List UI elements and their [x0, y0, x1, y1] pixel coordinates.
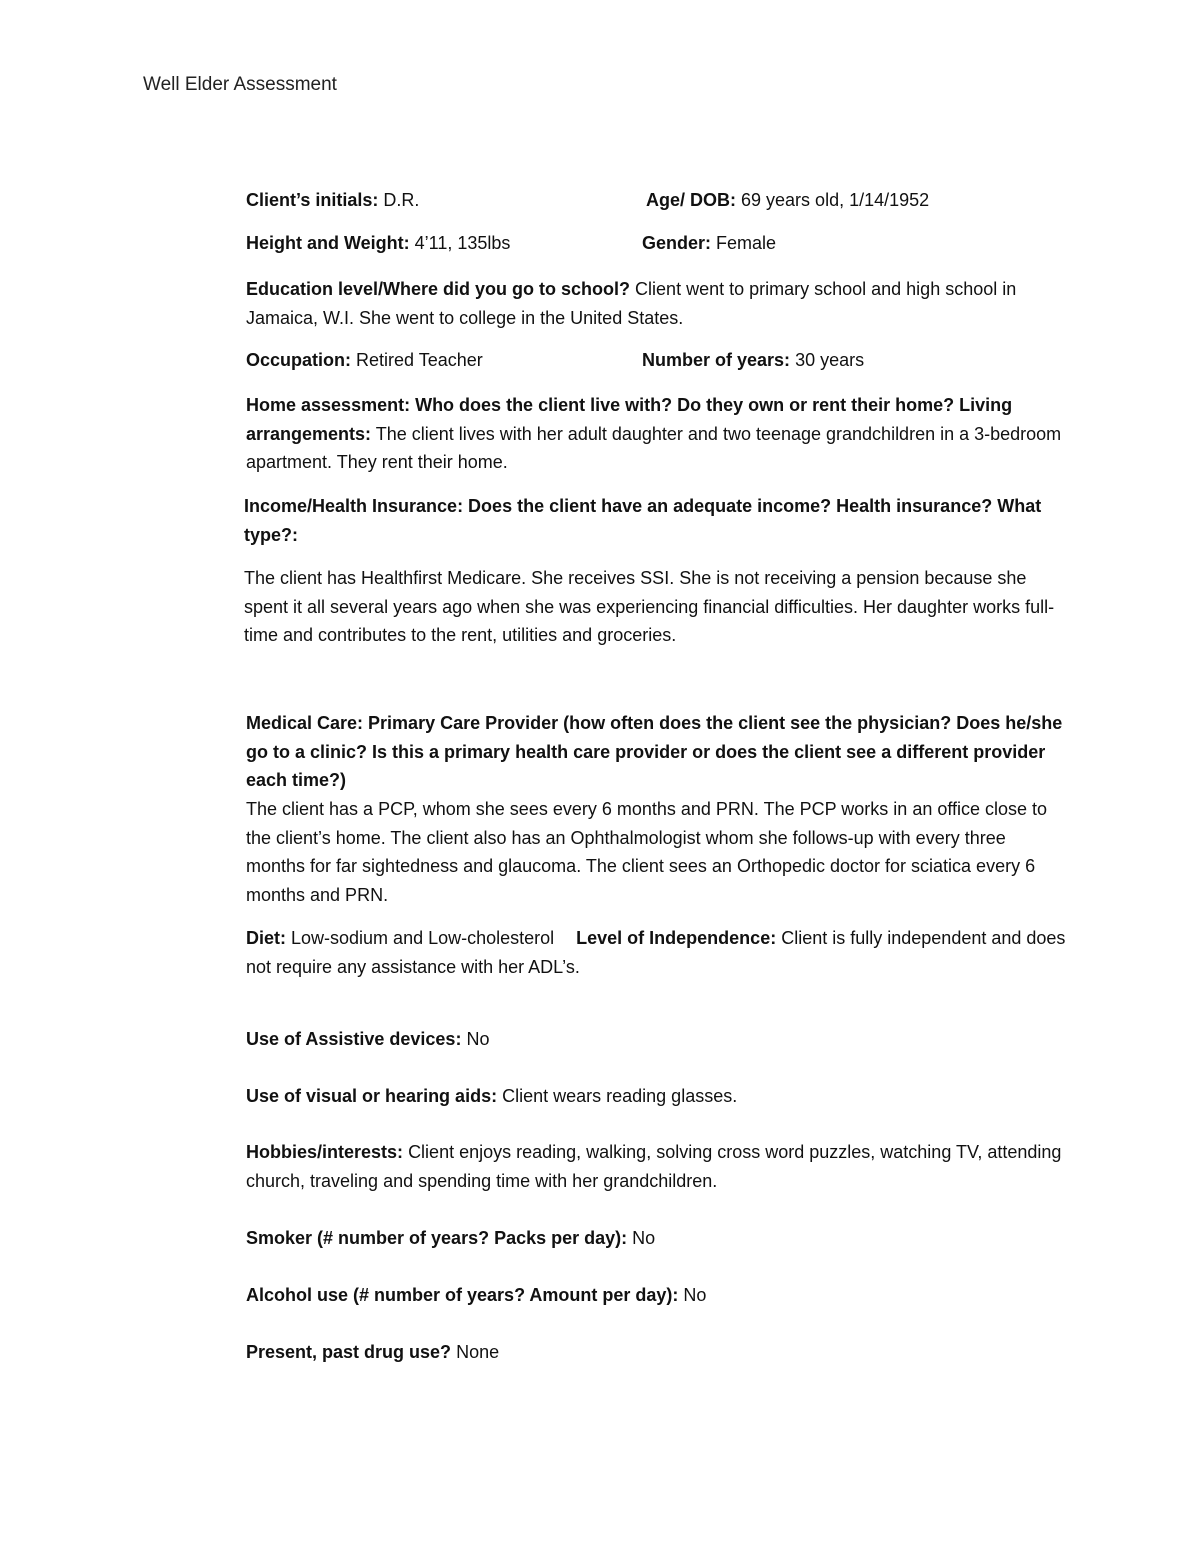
- home-assessment-field: [246, 391, 1066, 477]
- alcohol-field: [246, 1281, 1066, 1310]
- years-field: [642, 346, 1062, 375]
- home-assessment-label: Home assessment: Who does the client live with? Do they own or rent their home? Living arrangements:: [246, 395, 1013, 444]
- age-value: 69 years old, 1/14/1952: [741, 190, 930, 210]
- assistive-devices-field: [246, 1025, 1066, 1054]
- initials-field: [246, 190, 419, 210]
- education-value: Client went to primary school and high school in Jamaica, W.I. She went to college in the United States.: [246, 279, 1017, 328]
- occupation-value: Retired Teacher: [356, 350, 483, 370]
- diet-value: Low-sodium and Low-cholesterol: [291, 928, 555, 948]
- gender-value: Female: [716, 233, 777, 253]
- height-weight-label: Height and Weight:: [246, 233, 410, 253]
- income-label-block: [244, 492, 1064, 549]
- diet-independence-field: [246, 924, 1066, 981]
- drug-use-field: [246, 1338, 1066, 1367]
- hobbies-field: [246, 1138, 1066, 1195]
- education-label: Education level/Where did you go to school?: [246, 279, 631, 299]
- document-header: Well Elder Assessment: [143, 74, 337, 95]
- age-label: Age/ DOB:: [646, 190, 736, 210]
- smoker-value: No: [632, 1228, 656, 1248]
- assistive-value: No: [466, 1029, 490, 1049]
- income-label: Income/Health Insurance: Does the client have an adequate income? Health insurance? What type?:: [244, 496, 1042, 545]
- age-field: [646, 186, 1066, 215]
- independence-value: Client is fully independent and does not require any assistance with her ADL’s.: [246, 928, 1066, 977]
- assistive-label: Use of Assistive devices:: [246, 1029, 462, 1049]
- initials-value: D.R.: [383, 190, 420, 210]
- visual-label: Use of visual or hearing aids:: [246, 1086, 498, 1106]
- visual-aids-field: [246, 1082, 1066, 1111]
- smoker-label: Smoker (# number of years? Packs per day):: [246, 1228, 628, 1248]
- occupation-label: Occupation:: [246, 350, 352, 370]
- hobbies-label: Hobbies/interests:: [246, 1142, 404, 1162]
- medical-field: [246, 795, 1066, 909]
- income-value: The client has Healthfirst Medicare. She receives SSI. She is not receiving a pension because she spent it all several years ago when she was experiencing financial difficulties. Her daughter works full-time and contributes to the rent, utilities and groceries.: [244, 568, 1055, 645]
- diet-label: Diet:: [246, 928, 286, 948]
- independence-label: Level of Independence:: [576, 928, 777, 948]
- drug-label: Present, past drug use?: [246, 1342, 452, 1362]
- gender-label: Gender:: [642, 233, 712, 253]
- hobbies-value: Client enjoys reading, walking, solving cross word puzzles, watching TV, attending church, traveling and spending time with her grandchildren.: [246, 1142, 1062, 1191]
- height-weight-value: 4’11, 135lbs: [414, 233, 511, 253]
- alcohol-value: No: [683, 1285, 707, 1305]
- income-field: [244, 564, 1064, 650]
- gender-field: [642, 229, 1062, 258]
- years-value: 30 years: [795, 350, 865, 370]
- medical-value: The client has a PCP, whom she sees every 6 months and PRN. The PCP works in an office close to the client’s home. The client also has an Ophthalmologist whom she follows-up with every three months for far sightedness and glaucoma. The client sees an Orthopedic doctor for sciatica every 6 months and PRN.: [246, 799, 1048, 905]
- visual-value: Client wears reading glasses.: [502, 1086, 738, 1106]
- education-field: [246, 275, 1066, 332]
- alcohol-label: Alcohol use (# number of years? Amount per day):: [246, 1285, 679, 1305]
- smoker-field: [246, 1224, 1066, 1253]
- drug-value: None: [456, 1342, 500, 1362]
- medical-label: Medical Care: Primary Care Provider (how often does the client see the physician? Does he/she go to a clinic? Is this a primary health care provider or does the client see a different provider each time?): [246, 713, 1063, 790]
- initials-label: Client’s initials:: [246, 190, 379, 210]
- years-label: Number of years:: [642, 350, 791, 370]
- medical-label-block: [246, 709, 1066, 795]
- home-assessment-value: The client lives with her adult daughter and two teenage grandchildren in a 3-bedroom apartment. They rent their home.: [246, 423, 1062, 472]
